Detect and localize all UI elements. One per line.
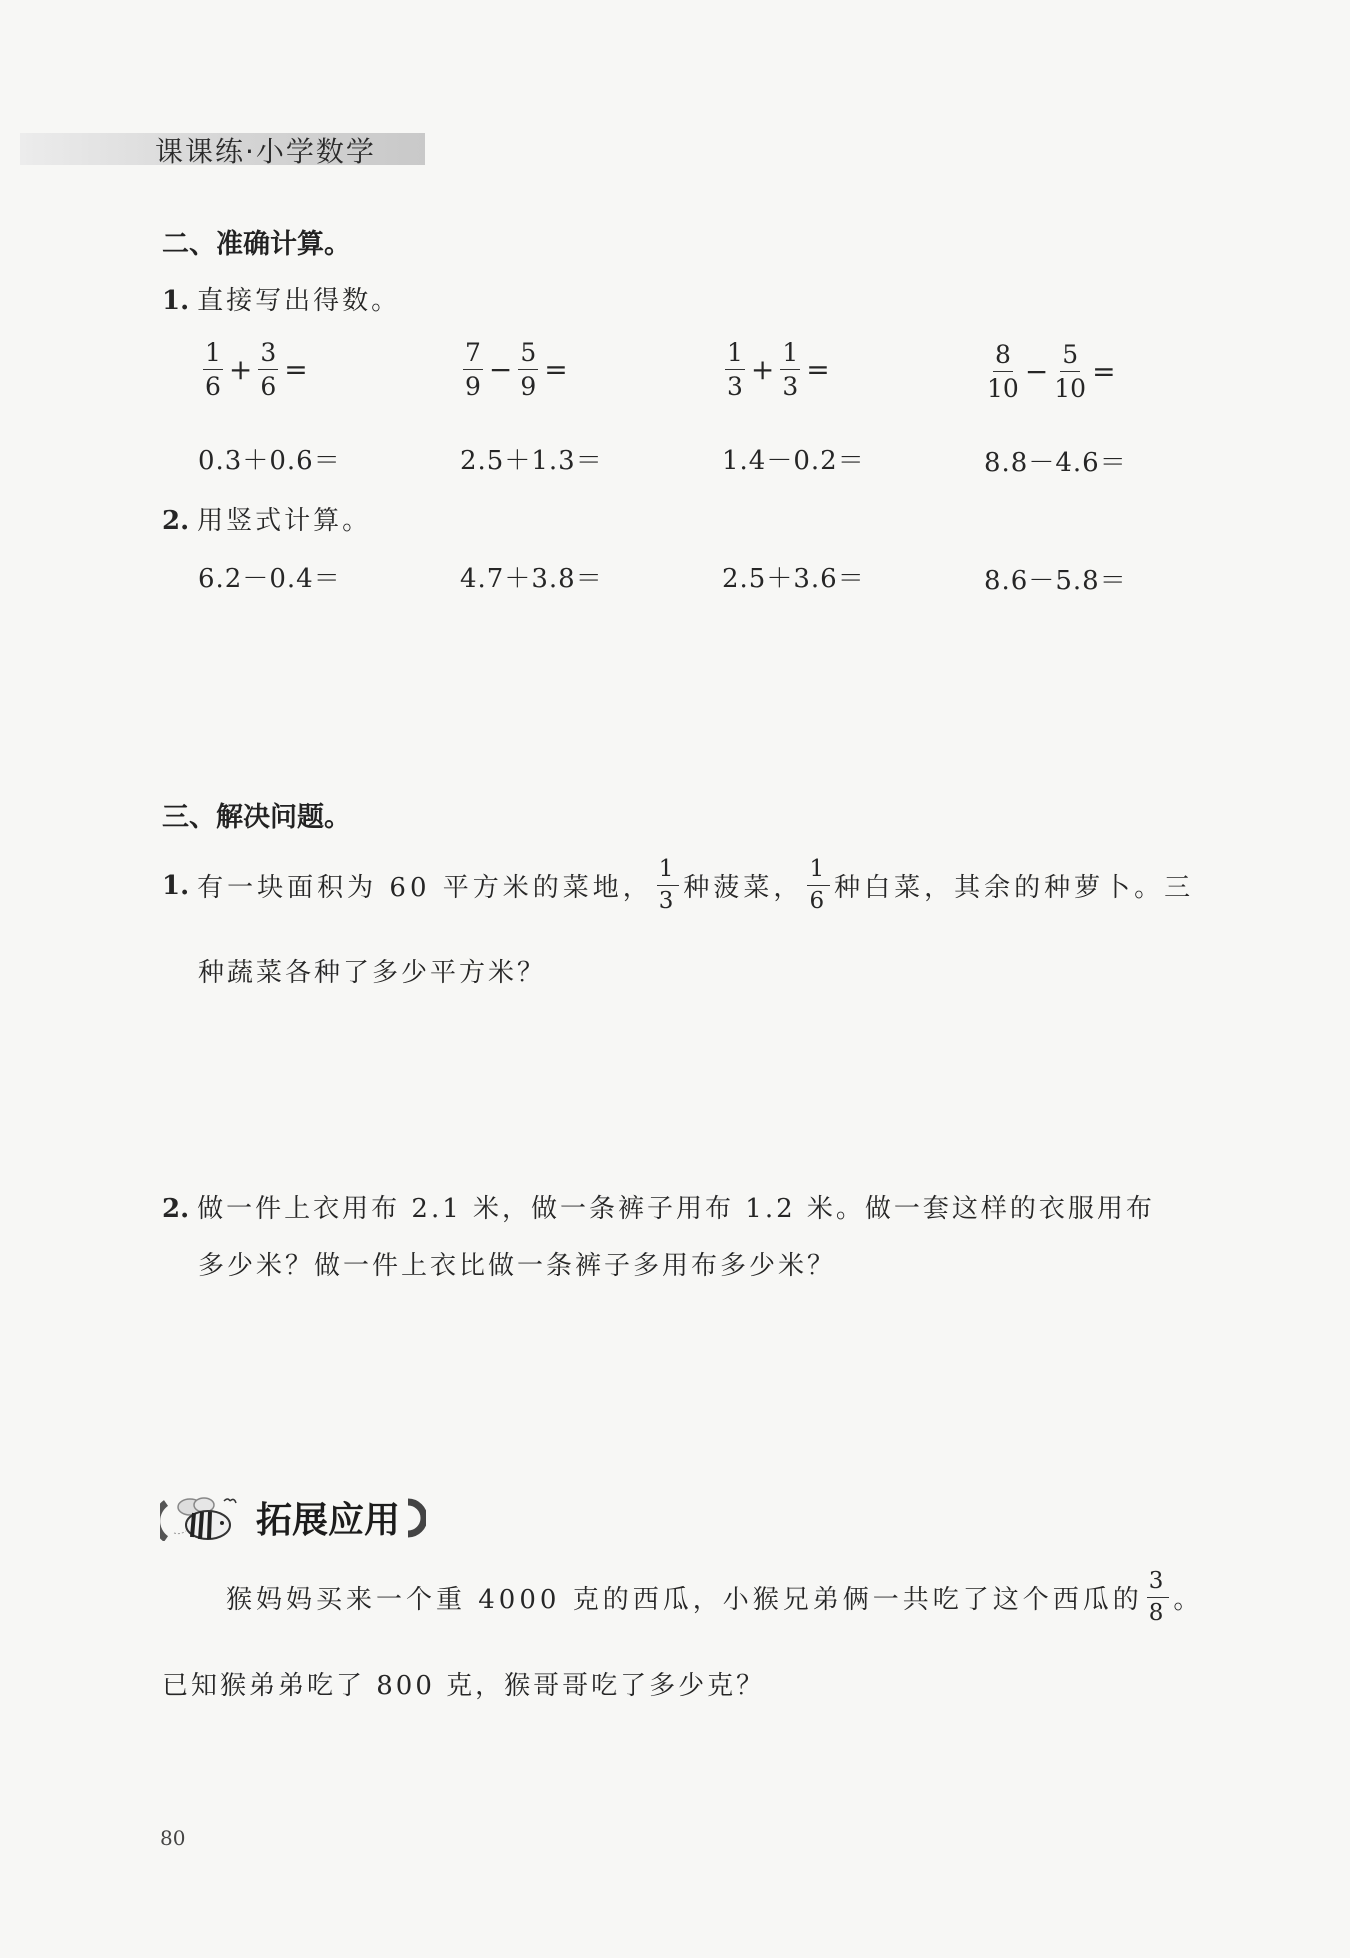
numerator: 1 (780, 340, 800, 370)
decimal-expr-3: 1.4－0.2＝ (722, 446, 865, 476)
q2-number: 2. (162, 506, 190, 536)
problem-1-text-c: 种白菜，其余的种萝卜。三 (834, 873, 1195, 903)
fraction (258, 340, 278, 399)
denominator: 9 (465, 372, 481, 401)
fraction (657, 858, 680, 913)
bee-icon (160, 1495, 250, 1541)
problem-1-line1 (162, 858, 1194, 913)
problem-2-number: 2. (162, 1194, 190, 1224)
decimal-expr-1: 0.3＋0.6＝ (198, 446, 341, 476)
vertical-calc-2: 4.7＋3.8＝ (460, 564, 603, 594)
problem-2-line1 (162, 1188, 1155, 1225)
numerator: 5 (518, 340, 538, 370)
equals: = (806, 353, 830, 386)
numerator: 5 (1060, 342, 1080, 372)
denominator: 6 (260, 372, 277, 401)
equals: = (1092, 355, 1116, 388)
fraction-expr-4 (984, 342, 1119, 401)
fraction (725, 340, 745, 399)
q1-instruction: 直接写出得数。 (197, 286, 401, 316)
numerator: 8 (993, 342, 1013, 372)
problem-1-number: 1. (162, 870, 190, 901)
section2-q1 (162, 280, 400, 317)
fraction (203, 340, 223, 399)
denominator: 10 (987, 374, 1019, 403)
numerator: 3 (1147, 1570, 1170, 1598)
denominator: 9 (520, 372, 537, 401)
operator: + (750, 353, 775, 386)
book-title: 课课练·小学数学 (155, 135, 376, 168)
numerator: 7 (463, 340, 483, 370)
q1-number: 1. (162, 286, 190, 316)
fraction-expr-2 (460, 340, 571, 399)
extension-banner (160, 1492, 426, 1543)
fraction (1147, 1570, 1170, 1625)
banner-bracket-icon (404, 1498, 426, 1538)
vertical-calc-3: 2.5＋3.6＝ (722, 564, 865, 594)
denominator: 6 (205, 372, 221, 401)
vertical-calc-1: 6.2－0.4＝ (198, 564, 341, 594)
problem-1-line2: 种蔬菜各种了多少平方米？ (198, 958, 547, 988)
decimal-expr-2: 2.5＋1.3＝ (460, 446, 603, 476)
numerator: 1 (657, 858, 680, 886)
problem-1-text-a: 有一块面积为 60 平方米的菜地， (197, 873, 653, 903)
fraction (987, 342, 1019, 401)
vertical-calc-4: 8.6－5.8＝ (984, 566, 1127, 596)
numerator: 3 (258, 340, 278, 370)
extension-title: 拓展应用 (256, 1500, 401, 1541)
denominator: 3 (658, 888, 678, 914)
problem-2-text: 做一件上衣用布 2.1 米，做一条裤子用布 1.2 米。做一套这样的衣服用布 (197, 1194, 1155, 1224)
fraction (463, 340, 483, 399)
fraction (1054, 342, 1086, 401)
q2-instruction: 用竖式计算。 (197, 506, 372, 536)
operator: − (488, 353, 513, 386)
page-number: 80 (160, 1826, 186, 1850)
extension-text-end: 。 (1173, 1585, 1204, 1615)
denominator: 6 (809, 888, 829, 914)
denominator: 3 (782, 372, 799, 401)
section3-title: 三、解决问题。 (162, 802, 351, 833)
equals: = (284, 353, 308, 386)
denominator: 3 (727, 372, 743, 401)
fraction-expr-3 (722, 340, 833, 399)
section2-q2 (162, 500, 371, 537)
equals: = (544, 353, 568, 386)
section2-title: 二、准确计算。 (162, 229, 351, 260)
extension-text-a: 猴妈妈买来一个重 4000 克的西瓜，小猴兄弟俩一共吃了这个西瓜的 (226, 1585, 1143, 1615)
problem-2-line2: 多少米？做一件上衣比做一条裤子多用布多少米？ (198, 1251, 837, 1281)
operator: + (228, 353, 253, 386)
denominator: 8 (1148, 1600, 1168, 1626)
numerator: 1 (725, 340, 745, 370)
decimal-expr-4: 8.8－4.6＝ (984, 448, 1127, 478)
problem-1-text-b: 种菠菜， (683, 873, 804, 903)
fraction (780, 340, 800, 399)
fraction (518, 340, 538, 399)
numerator: 1 (807, 858, 830, 886)
denominator: 10 (1054, 374, 1087, 403)
fraction-expr-1 (200, 340, 311, 399)
extension-line1 (226, 1570, 1203, 1625)
extension-line2: 已知猴弟弟吃了 800 克，猴哥哥吃了多少克？ (162, 1671, 766, 1701)
operator: − (1024, 355, 1049, 388)
fraction (807, 858, 830, 913)
numerator: 1 (203, 340, 223, 370)
